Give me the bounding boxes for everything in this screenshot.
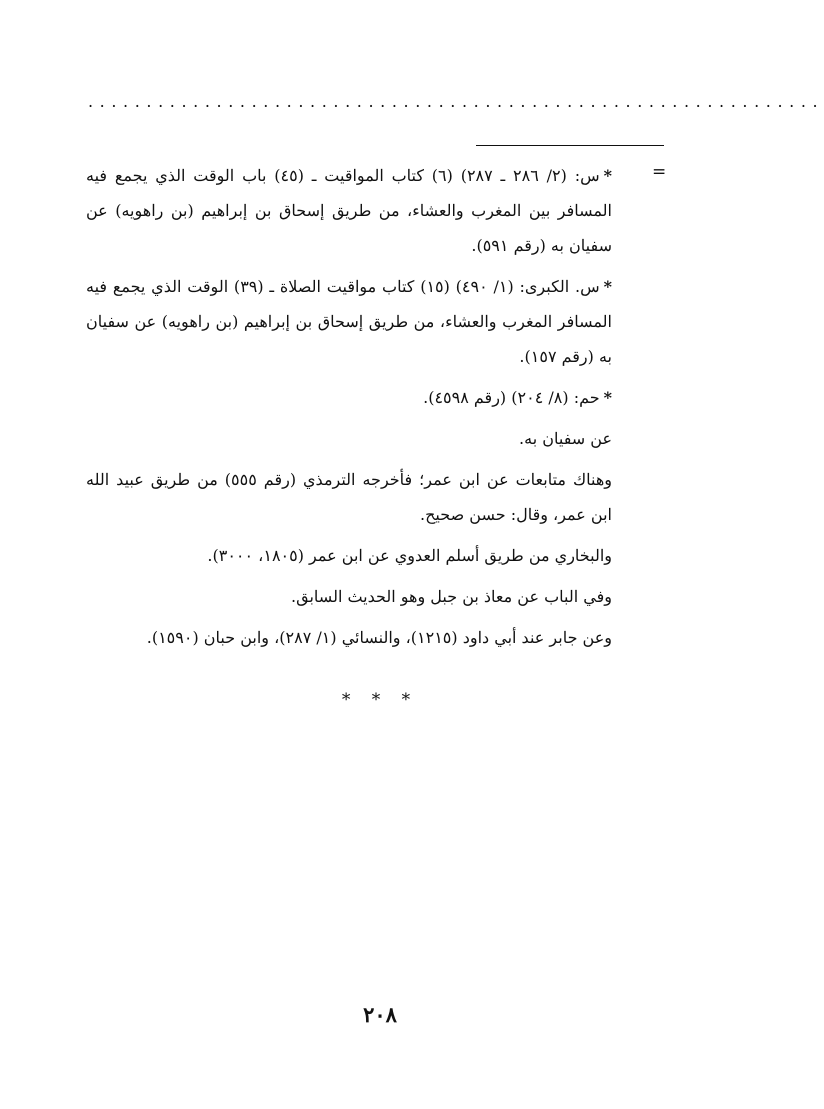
paragraph-text: وفي الباب عن معاذ بن جبل وهو الحديث السابق.	[291, 587, 612, 606]
bullet-star: *	[603, 277, 613, 296]
page-number: ٢٠٨	[363, 1002, 397, 1027]
header-dotted-line: ...............................................................	[88, 92, 824, 111]
paragraph-text: وعن جابر عند أبي داود (١٢١٥)، والنسائي (١/ ٢٨٧)، وابن حبان (١٥٩٠).	[146, 628, 612, 647]
continuation-mark: =	[652, 162, 667, 182]
footnote-paragraph	[86, 620, 612, 655]
footnote-paragraph	[86, 158, 612, 263]
footnote-separator-line	[476, 145, 664, 146]
section-separator-stars: * * *	[341, 690, 419, 710]
paragraph-text: س: (٢/ ٢٨٦ ـ ٢٨٧) (٦) كتاب المواقيت ـ (٤٥) باب الوقت الذي يجمع فيه المسافر بين المغرب والعشاء، من طريق إسحاق بن إبراهيم (بن راهويه) عن سفيان به (رقم ٥٩١).	[86, 166, 612, 255]
paragraph-text: عن سفيان به.	[519, 429, 612, 448]
paragraph-text: س. الكبرى: (١/ ٤٩٠) (١٥) كتاب مواقيت الصلاة ـ (٣٩) الوقت الذي يجمع فيه المسافر المغرب والعشاء، من طريق إسحاق بن إبراهيم (بن راهويه) عن سفيان به (رقم ١٥٧).	[86, 277, 612, 366]
paragraph-text: وهناك متابعات عن ابن عمر؛ فأخرجه الترمذي (رقم ٥٥٥) من طريق عبيد الله ابن عمر، وقال: حسن صحيح.	[86, 470, 612, 524]
paragraph-text: والبخاري من طريق أسلم العدوي عن ابن عمر (١٨٠٥، ٣٠٠٠).	[207, 546, 612, 565]
footnote-paragraph	[86, 269, 612, 374]
footnote-body	[86, 158, 612, 661]
paragraph-text: حم: (٨/ ٢٠٤) (رقم ٤٥٩٨).	[423, 388, 600, 407]
footnote-paragraph	[86, 380, 612, 415]
bullet-star: *	[603, 166, 612, 185]
footnote-paragraph	[86, 462, 612, 532]
bullet-star: *	[603, 388, 612, 407]
footnote-paragraph	[86, 421, 612, 456]
footnote-paragraph	[86, 538, 612, 573]
footnote-paragraph	[86, 579, 612, 614]
